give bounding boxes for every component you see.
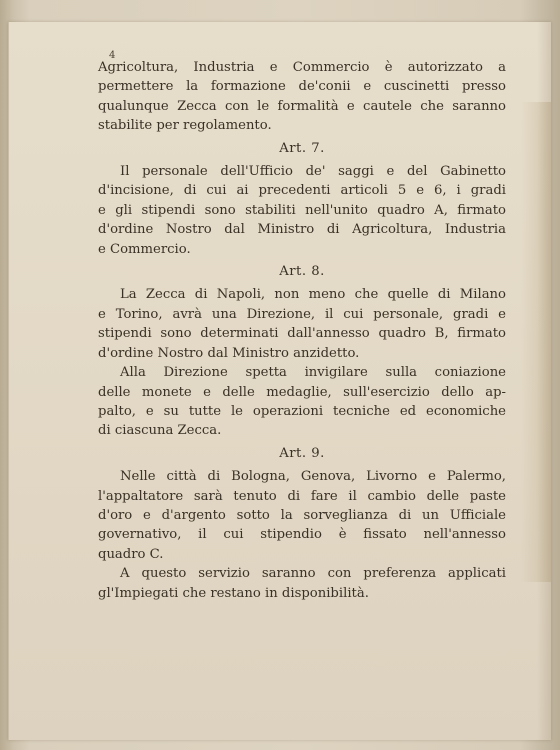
text-line: d'ordine Nostro dal Ministro anzidetto. — [98, 345, 360, 361]
article-heading: Art. 8. — [279, 264, 325, 280]
article-heading: Art. 7. — [279, 140, 325, 156]
text-line: Nelle città di Bologna, Genova, Livorno e Palermo, — [120, 469, 506, 485]
text-line: permettere la formazione de'conii e cuscinetti presso — [98, 79, 506, 95]
text-line: Alla Direzione spetta invigilare sulla coniazione — [120, 365, 506, 381]
text-line: palto, e su tutte le operazioni tecniche ed economiche — [98, 403, 506, 419]
text-line: qualunque Zecca con le formalità e cautele che saranno — [98, 98, 506, 114]
text-line: governativo, il cui stipendio è fissato nell'annesso — [98, 527, 506, 543]
text-line: di ciascuna Zecca. — [98, 423, 222, 439]
text-line: e Torino, avrà una Direzione, il cui personale, gradi e — [98, 306, 506, 322]
text-line: quadro C. — [98, 546, 164, 562]
text-line: stipendi sono determinati dall'annesso quadro B, firmato — [98, 326, 506, 342]
text-line: d'oro e d'argento sotto la sorveglianza di un Ufficiale — [98, 507, 506, 523]
text-line: A questo servizio saranno con preferenza applicati — [120, 566, 506, 582]
text-line: d'ordine Nostro dal Ministro di Agricoltura, Industria — [98, 222, 506, 238]
page-edge-shadow — [537, 22, 551, 740]
text-line: stabilite per regolamento. — [98, 118, 272, 134]
text-line: delle monete e delle medaglie, sull'esercizio dello ap- — [98, 384, 506, 400]
text-line: Il personale dell'Ufficio de' saggi e del Gabinetto — [120, 164, 506, 180]
article-heading: Art. 9. — [279, 445, 325, 461]
text-line: gl'Impiegati che restano in disponibilità. — [98, 585, 369, 601]
text-line: e Commercio. — [98, 241, 191, 257]
text-line: l'appaltatore sarà tenuto di fare il cambio delle paste — [98, 488, 506, 504]
document-text — [98, 58, 506, 603]
text-line: e gli stipendi sono stabiliti nell'unito quadro A, firmato — [98, 202, 506, 218]
text-line: Agricoltura, Industria e Commercio è autorizzato a — [98, 60, 506, 75]
text-line: La Zecca di Napoli, non meno che quelle di Milano — [120, 287, 506, 303]
page-number: 4 — [109, 50, 116, 61]
text-line: d'incisione, di cui ai precedenti articoli 5 e 6, i gradi — [98, 183, 506, 199]
